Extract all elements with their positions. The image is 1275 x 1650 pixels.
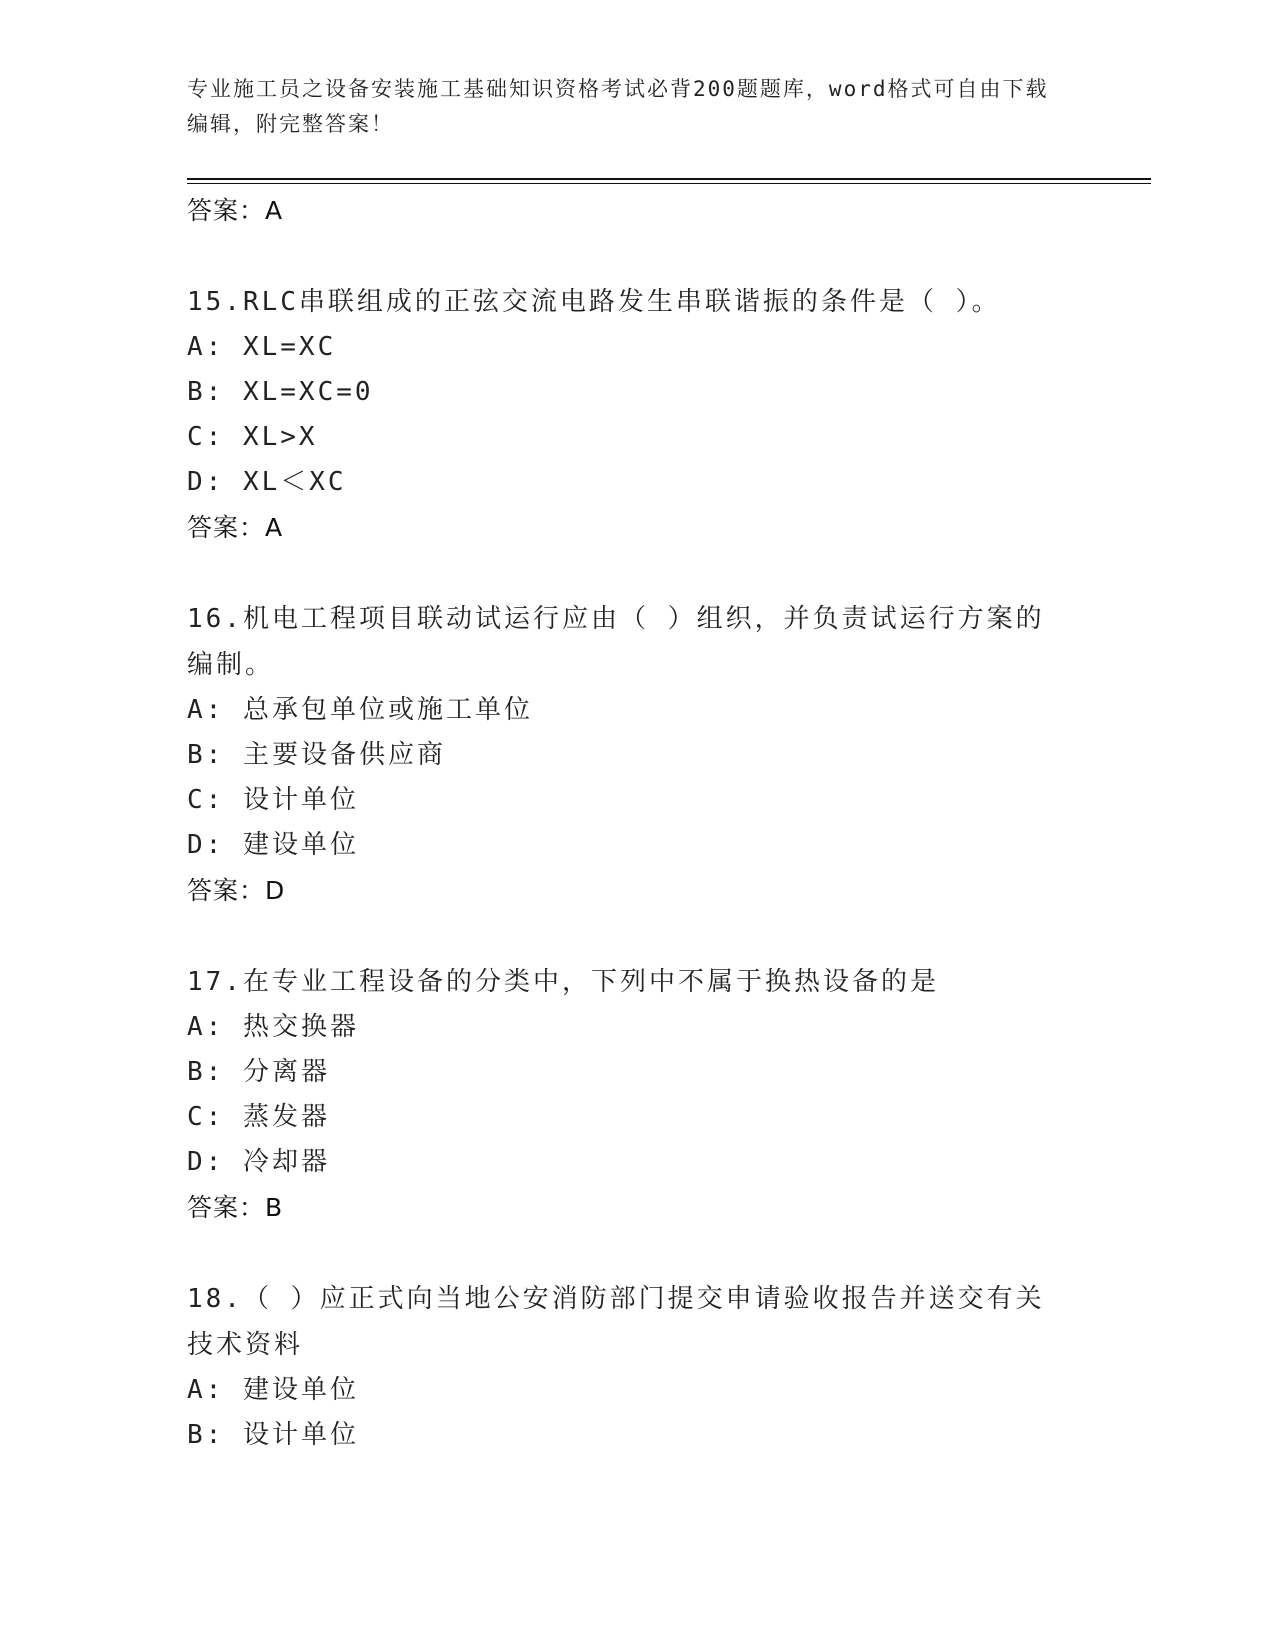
answer-prefix: 答案： bbox=[187, 1193, 266, 1222]
answer-line bbox=[187, 1185, 1067, 1231]
option-a: A: 总承包单位或施工单位 bbox=[187, 695, 533, 725]
option-b: B: 分离器 bbox=[187, 1057, 330, 1087]
option-a: A: 建设单位 bbox=[187, 1375, 359, 1405]
option-a: A: 热交换器 bbox=[187, 1012, 359, 1042]
spacer bbox=[187, 1231, 1067, 1276]
option-b: B: XL=XC=0 bbox=[187, 377, 374, 407]
answer-prefix: 答案： bbox=[187, 876, 266, 905]
option-d: D: XL＜XC bbox=[187, 467, 347, 497]
spacer bbox=[187, 234, 1067, 279]
header-rule-thick bbox=[187, 178, 1151, 180]
question-stem: 18.（ ）应正式向当地公安消防部门提交申请验收报告并送交有关技术资料 bbox=[187, 1284, 1045, 1360]
question-stem: 15.RLC串联组成的正弦交流电路发生串联谐振的条件是（ ）。 bbox=[187, 287, 1001, 317]
question-stem: 16.机电工程项目联动试运行应由（ ）组织，并负责试运行方案的编制。 bbox=[187, 604, 1045, 680]
option-b: B: 主要设备供应商 bbox=[187, 740, 446, 770]
header-rule-thin bbox=[187, 183, 1151, 184]
option-d: D: 建设单位 bbox=[187, 830, 359, 860]
option-c: C: 设计单位 bbox=[187, 785, 359, 815]
answer-value: A bbox=[265, 196, 284, 225]
answer-value: B bbox=[265, 1193, 284, 1222]
spacer bbox=[187, 914, 1067, 959]
answer-line bbox=[187, 188, 1067, 234]
answer-value: A bbox=[265, 513, 284, 542]
question-list bbox=[187, 188, 1067, 1458]
option-c: C: 蒸发器 bbox=[187, 1102, 330, 1132]
answer-line bbox=[187, 505, 1067, 551]
answer-prefix: 答案： bbox=[187, 513, 266, 542]
option-a: A: XL=XC bbox=[187, 332, 337, 362]
spacer bbox=[187, 551, 1067, 596]
page-header: 专业施工员之设备安装施工基础知识资格考试必背200题题库，word格式可自由下载编辑，附完整答案！ bbox=[187, 77, 1049, 136]
option-b: B: 设计单位 bbox=[187, 1420, 359, 1450]
answer-line bbox=[187, 868, 1067, 914]
option-c: C: XL>X bbox=[187, 422, 318, 452]
question-stem: 17.在专业工程设备的分类中，下列中不属于换热设备的是 bbox=[187, 967, 939, 997]
answer-prefix: 答案： bbox=[187, 196, 266, 225]
option-d: D: 冷却器 bbox=[187, 1147, 330, 1177]
answer-value: D bbox=[265, 876, 286, 905]
